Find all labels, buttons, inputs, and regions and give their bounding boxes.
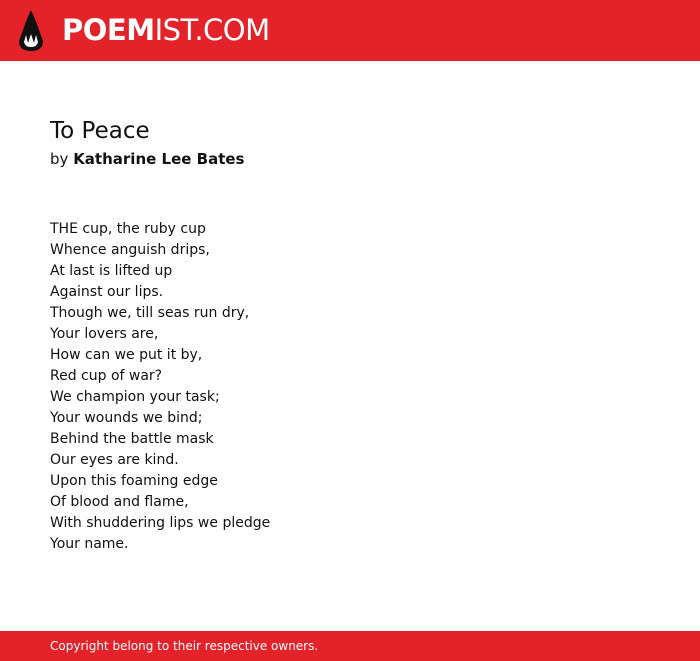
poem-line: Behind the battle mask bbox=[50, 431, 214, 447]
pencil-tip-icon[interactable] bbox=[19, 10, 43, 51]
by-label: by bbox=[50, 150, 69, 168]
poem-line: Your name. bbox=[50, 536, 129, 552]
copyright-notice: Copyright belong to their respective owners. bbox=[50, 639, 319, 653]
poem-line: We champion your task; bbox=[50, 389, 220, 405]
site-footer bbox=[0, 631, 700, 661]
poem-line: Against our lips. bbox=[50, 284, 164, 300]
poem-line: Though we, till seas run dry, bbox=[50, 305, 250, 321]
poem-line: Upon this foaming edge bbox=[50, 473, 218, 489]
poem-line: Of blood and flame, bbox=[50, 494, 189, 510]
poem-line: Whence anguish drips, bbox=[50, 242, 210, 258]
poem-body bbox=[50, 219, 270, 555]
poem-author: Katharine Lee Bates bbox=[73, 150, 245, 168]
poem-line: Red cup of war? bbox=[50, 368, 163, 384]
poem-title: To Peace bbox=[50, 118, 150, 144]
poem-line: Your lovers are, bbox=[50, 326, 159, 342]
poem-line: Our eyes are kind. bbox=[50, 452, 179, 468]
brand-light: IST.COM bbox=[154, 13, 270, 47]
poem-byline bbox=[50, 149, 244, 169]
poem-line: THE cup, the ruby cup bbox=[50, 221, 206, 237]
poem-line: With shuddering lips we pledge bbox=[50, 515, 271, 531]
brand-bold: POEM bbox=[62, 13, 155, 47]
poem-line: How can we put it by, bbox=[50, 347, 203, 363]
site-logo-link[interactable] bbox=[62, 10, 270, 50]
poem-line: At last is lifted up bbox=[50, 263, 173, 279]
site-header bbox=[0, 0, 700, 61]
poem-line: Your wounds we bind; bbox=[50, 410, 203, 426]
